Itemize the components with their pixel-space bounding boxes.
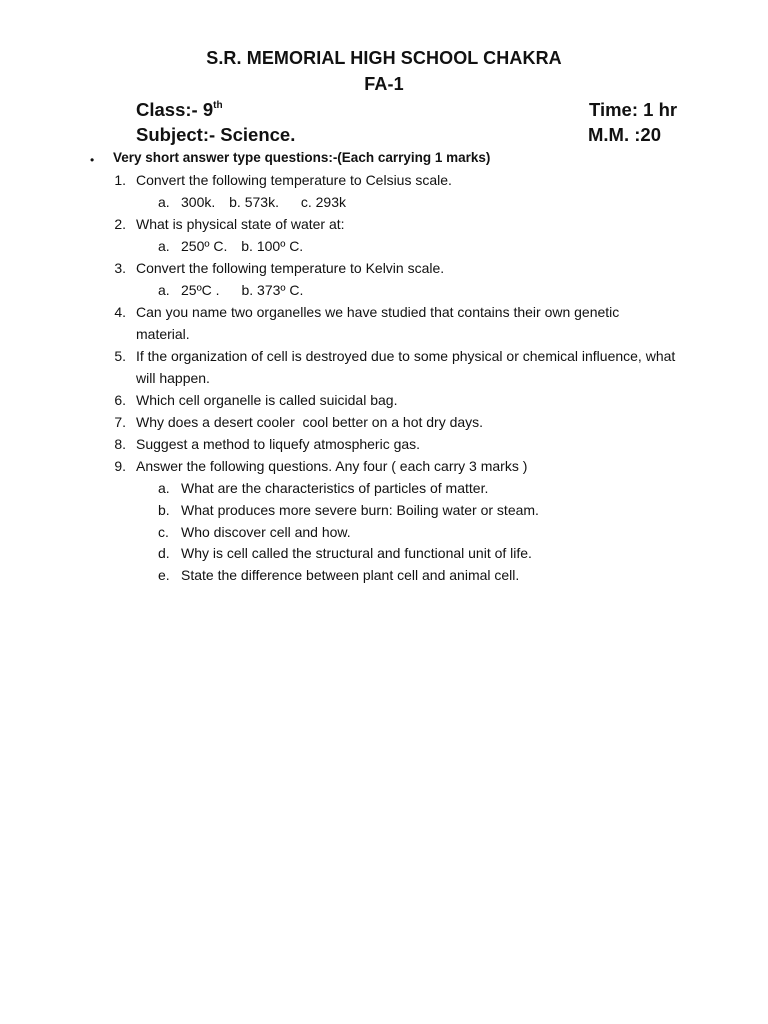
- bullet-icon: •: [90, 153, 95, 167]
- question-text: Convert the following temperature to Kelvin scale.: [136, 260, 445, 276]
- question-text: Why does a desert cooler cool better on a hot dry days.: [136, 414, 484, 430]
- subject-label: Subject:- Science.: [136, 124, 296, 145]
- subpart-options: [181, 281, 313, 299]
- question-number: 4.: [114, 304, 126, 320]
- class-text: Class:- 9: [136, 99, 214, 120]
- question-number: 8.: [114, 436, 126, 452]
- class-superscript: th: [213, 99, 223, 111]
- question-number: 1.: [114, 172, 126, 188]
- option-b: b. 373º C.: [241, 282, 304, 298]
- section-heading: Very short answer type questions:-(Each carrying 1 marks): [113, 150, 491, 165]
- question-text: Which cell organelle is called suicidal bag.: [136, 392, 398, 408]
- option-a: 300k.: [181, 194, 216, 210]
- subpart-options: [181, 237, 313, 255]
- subpart-text: State the difference between plant cell and animal cell.: [181, 567, 520, 583]
- subpart-text: What produces more severe burn: Boiling water or steam.: [181, 502, 539, 518]
- question-number: 9.: [114, 458, 126, 474]
- option-a: 250º C.: [181, 238, 228, 254]
- subpart-text: What are the characteristics of particles of matter.: [181, 480, 489, 496]
- option-b: b. 573k.: [229, 194, 279, 210]
- subpart-text: Why is cell called the structural and functional unit of life.: [181, 545, 532, 561]
- max-marks-label: M.M. :20: [588, 124, 661, 145]
- subpart-mark: c.: [158, 524, 169, 540]
- question-number: 7.: [114, 414, 126, 430]
- question-number: 5.: [114, 348, 126, 364]
- subpart-text: Who discover cell and how.: [181, 524, 351, 540]
- question-number: 2.: [114, 216, 126, 232]
- subpart-mark: b.: [158, 502, 170, 518]
- class-label: [136, 99, 223, 121]
- question-text: Can you name two organelles we have studied that contains their own genetic material.: [136, 304, 620, 342]
- time-label: Time: 1 hr: [589, 99, 678, 120]
- subpart-mark: a.: [158, 282, 170, 298]
- question-number: 3.: [114, 260, 126, 276]
- question-number: 6.: [114, 392, 126, 408]
- question-text: Suggest a method to liquefy atmospheric gas.: [136, 436, 421, 452]
- subpart-mark: a.: [158, 194, 170, 210]
- option-c: c. 293k: [300, 194, 346, 210]
- school-name: S.R. MEMORIAL HIGH SCHOOL CHAKRA: [206, 48, 562, 68]
- subpart-mark: e.: [158, 567, 170, 583]
- question-text: Answer the following questions. Any four ( each carry 3 marks ): [136, 458, 528, 474]
- exam-title: FA-1: [364, 74, 404, 94]
- question-text: Convert the following temperature to Celsius scale.: [136, 172, 452, 188]
- option-b: b. 100º C.: [241, 238, 304, 254]
- subpart-mark: a.: [158, 480, 170, 496]
- subpart-mark: a.: [158, 238, 170, 254]
- question-text: What is physical state of water at:: [136, 216, 345, 232]
- option-a: 25ºC .: [181, 282, 220, 298]
- subpart-options: [181, 193, 356, 211]
- question-text: If the organization of cell is destroyed due to some physical or chemical influence, what will happen.: [136, 348, 676, 386]
- subpart-mark: d.: [158, 545, 170, 561]
